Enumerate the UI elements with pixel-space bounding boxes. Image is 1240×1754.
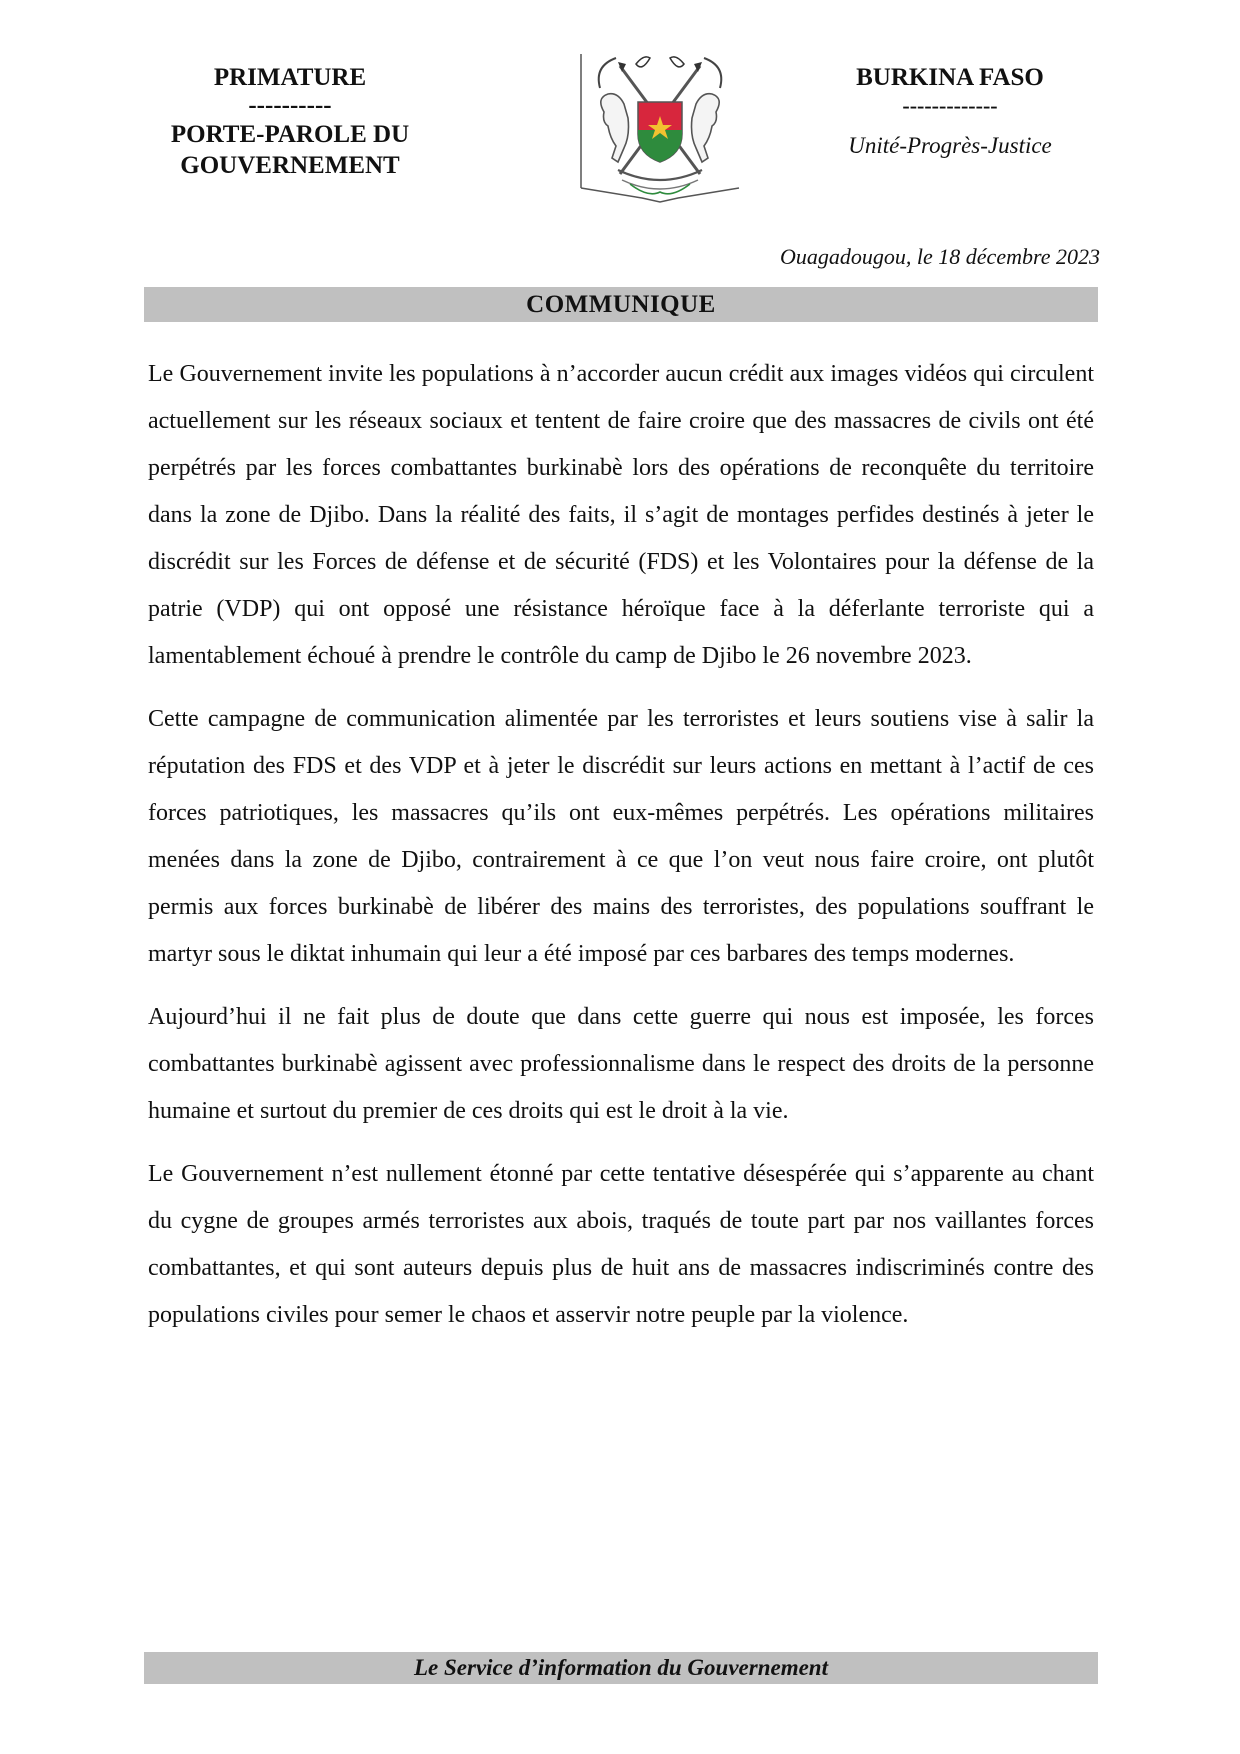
- paragraph-1: Le Gouvernement invite les populations à n’accorder aucun crédit aux images vidéos qui circulent actuellement sur les réseaux sociaux et tentent de faire croire que des massacres de civils ont été perpétrés par les forces combattantes burkinabè lors des opérations de reconquête du territoire dans la zone de Djibo. Dans la réalité des faits, il s’agit de montages perfides destinés à jeter le discrédit sur les Forces de défense et de sécurité (FDS) et les Volontaires pour la défense de la patrie (VDP) qui ont opposé une résistance héroïque face à la déferlante terroriste qui a lamentablement échoué à prendre le contrôle du camp de Djibo le 26 novembre 2023.: [148, 361, 1094, 669]
- communique-body: [148, 351, 1094, 1355]
- issuer-block: [150, 62, 430, 181]
- state-separator: -------------: [902, 93, 998, 118]
- signature-footer: Le Service d’information du Gouvernement: [144, 1652, 1098, 1684]
- paragraph-2: Cette campagne de communication alimentée par les terroristes et leurs soutiens vise à salir la réputation des FDS et des VDP et à jeter le discrédit sur leurs actions en mettant à l’actif de ces forces patriotiques, les massacres qu’ils ont eux-mêmes perpétrés. Les opérations militaires menées dans la zone de Djibo, contrairement à ce que l’on veut nous faire croire, ont plutôt permis aux forces burkinabè de libérer des mains des terroristes, des populations souffrant le martyr sous le diktat inhumain qui leur a été imposé par ces barbares des temps modernes.: [148, 706, 1094, 967]
- issuer-office-line2: GOUVERNEMENT: [180, 152, 400, 179]
- issuer-office-line1: PORTE-PAROLE DU: [170, 121, 410, 148]
- national-motto: Unité-Progrès-Justice: [848, 133, 1052, 158]
- state-block: [810, 62, 1090, 159]
- burkina-faso-coat-of-arms-icon: [578, 52, 742, 230]
- paragraph-3: Aujourd’hui il ne fait plus de doute que dans cette guerre qui nous est imposée, les forces combattantes burkinabè agissent avec professionnalisme dans le respect des droits de la personne humaine et surtout du premier de ces droits qui est le droit à la vie.: [148, 1004, 1094, 1124]
- country-name: BURKINA FASO: [856, 64, 1044, 91]
- date-line: Ouagadougou, le 18 décembre 2023: [780, 244, 1100, 269]
- document-title: COMMUNIQUE: [144, 287, 1098, 322]
- issuer-primature: PRIMATURE: [213, 64, 367, 91]
- paragraph-4: Le Gouvernement n’est nullement étonné par cette tentative désespérée qui s’apparente au chant du cygne de groupes armés terroristes aux abois, traqués de toute part par nos vaillantes forces combattantes, et qui sont auteurs depuis plus de huit ans de massacres indiscriminés contre des populations civiles pour semer le chaos et asservir notre peuple par la violence.: [148, 1161, 1094, 1328]
- issuer-separator: ----------: [248, 92, 332, 119]
